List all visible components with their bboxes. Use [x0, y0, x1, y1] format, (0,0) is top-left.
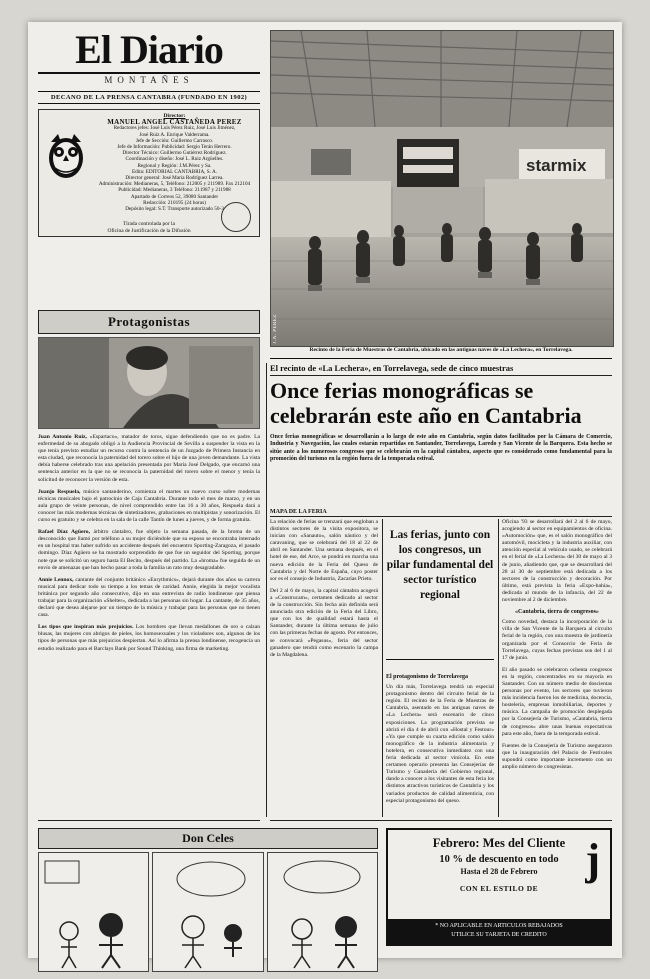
masthead-rule — [38, 72, 260, 74]
don-celes-section — [38, 828, 378, 972]
ojd-line-2: Oficina de Justificación de la Difusión — [107, 227, 191, 234]
kicker-divider — [270, 375, 612, 376]
ad-headline: Febrero: Mes del Cliente — [432, 836, 566, 850]
owl-logo-icon — [43, 128, 89, 180]
staff-line-8: Director general: José María Rodríguez Larrea. — [125, 175, 224, 182]
ad-footer-line-1: * NO APLICABLE EN ARTICULOS REBAJADOS — [435, 923, 563, 929]
lead-paragraph: Once ferias monográficas se desarrollarán a lo largo de este año en Cantabria, según datos facilitados por la Cámara de Comercio, Industria y Navegación, las cuales estarán repartidas en Santander, Torrelavega, Laredo y San Vicente de la Barquera. Esta hecho se sitúe ante a los numerosos congresos que se celebrarán en la capital cántabra, aspecto que es considerado como fundamental para la promoción del turismo en la región fuera de la temporada estival. — [270, 434, 612, 463]
staff-line-4: Director Técnico: Guillermo Gutiérrez Rodríguez. — [122, 150, 227, 157]
staff-line-6: Regional y Región: J.M.Pérez y Sa. — [137, 162, 212, 169]
article-column-2 — [386, 670, 494, 810]
article-section-label: MAPA DE LA FERIA — [270, 509, 327, 515]
comic-art-1 — [39, 853, 149, 969]
col1-p0: La relación de ferias se trenzará que engloban a distintos sectores de la visita expositora, se inician con «Sanauto», salón náutico y del caravaning, que se celebrará del 18 al 22 de abril en Santander. Una semana después, en el hotel de ese, del Arce, se pondrá en marcha una nueva edición de la Feria del Queso de Cantabria y del Norte de España, cuyo poster sor es el consejo de Industria, Zacarías Prieto. — [270, 519, 378, 582]
newspaper-subtitle: MONTAÑES — [104, 75, 194, 85]
item-lead-3: Annie Lennox, — [38, 576, 74, 583]
protagonistas-photo — [38, 337, 260, 429]
protagonistas-item — [38, 529, 260, 572]
comic-panel-2 — [152, 852, 263, 972]
ad-footer — [388, 919, 610, 944]
comic-panel-1 — [38, 852, 149, 972]
paper-sheet — [28, 22, 622, 958]
staff-line-3: Jefe de Información: Publicidad: Sergio Terán Herrero. — [117, 144, 232, 151]
svg-text:starmix: starmix — [526, 156, 587, 175]
item-lead-2: Rafael Díaz Agüero, — [38, 529, 91, 536]
staff-line-9: Administración: Medianeras, 5, Teléfono: 212005 y 211989. Fax 212104 — [98, 181, 251, 188]
item-lead-0: Juan Antonio Ruiz, — [38, 434, 87, 440]
staff-credits — [93, 113, 256, 212]
protagonistas-item — [38, 577, 260, 620]
staff-line-2: Jefe de Sección: Guillermo Carrasco. — [135, 137, 214, 144]
item-text-3: cantante del conjunto británico «Eurythmics», dejará durante dos años su carrera musical para dedicar todo su tiempo a los temas de caridad. Annie, elegida la mejor vocalista británica por segundo año consecutivo, dijo en una entrevista de radio londinense que piensa trabajar para la organización «Shelter», dedicada a las personas sin hogar. La cantante, de 35 años, declaró que desea alejarse por un tiempo de la música y trabajar para las personas que no tienen casa. — [38, 576, 260, 619]
bottom-divider-left — [38, 820, 260, 821]
staff-line-5: Coordinación y diseño: José L. Ruiz Argüelles. — [125, 156, 224, 163]
ad-brand-logo: j — [585, 835, 600, 884]
col3-p1: El año pasado se celebraron ochenta congresos en la región, concentrados en su mayoría en Santander. Con un número medio de doscientas personas por evento, los sectores que tuvieron más incidencia fueron los de medicina, docencia, hostelería, empresas inmobiliarias, deportes y música. La campaña de promoción desplegada por la Consejería de Turismo, «Cantabria, tierra de congresos» abre unas buenas expectativas para este año, fuera de la temporada estival. — [502, 666, 612, 737]
ojd-line-1: Tirada controlada por la — [123, 221, 175, 227]
col2-p0: Un día más, Torrelavega tendrá un especial protagonismo dentro del circuito ferial de la región. El recinto de la Feria de Muestras de Cantabria, asentado en las antiguas naves de «La Lechera» será escenario de cinco exposiciones. La programación prevista se abrirá el día 4 de abril con «Hostal y Festour» «Ya que cumple su cuarta edición como salón monográfico de la industria alimentaria y hotelera, en consecutiva inmediatez con una feria dedicada al sector vinícola. En este certamen operario presenta las Consejerías de Turismo y Ganadería del Gobierno regional, dando a conocer a los visitantes de esta feria los distintos atractivos turísticos de Cantabria y los variados productos de calidad alimenticia, con especial protagonismo del queso. — [386, 684, 494, 804]
comic-art-3 — [268, 853, 378, 969]
staff-line-12: Redacción: 210195 (24 horas) — [143, 199, 206, 206]
article-headline: Once ferias monográficas se celebrarán este año en Cantabria — [270, 378, 582, 428]
item-text-2: árbitro cántabro, fue objeto la semana pasada, de la broma de un desconocido que llamó por teléfono a su mujer diciéndole que su esposo se encontraba internado en un hospital tras haber sufrido un accidente después del encuentro Sporting-Zaragoza, el pasado domingo. Díaz Agüero se ha mostrado sorprendido de que fue un seguidor del Sporting, porque note que se solicitó un seguro hasta El Becito, después del partido. La «broma» fue seguida de un envío de amenazas que han hecho pasar a toda la familia un rato muy desagradable. — [38, 529, 261, 571]
director-label: Director: — [163, 113, 186, 119]
item-lead-4: Los tipos que inspiran más prejuicios. — [38, 624, 134, 631]
director-name: MANUEL ANGEL CASTAÑEDA PEREZ — [107, 118, 242, 127]
portrait-illustration — [39, 338, 259, 428]
staff-line-13: Depósito legal: S.T. Transporte autorizado 50-3 — [125, 206, 224, 213]
don-celes-heading: Don Celes — [38, 828, 378, 849]
item-lead-1: Juanjo Respuela, — [38, 488, 81, 495]
protagonistas-body — [38, 434, 260, 653]
col3-p0: Como novedad, destaca la incorporación de la villa de San Vicente de la Barquera al circuito ferial de la región, con una muestra de jardinería organizada por el Consorcio de Feria de Torrelavega, cuyas fechas previstas son del 1 al 17 de junio. — [502, 619, 612, 661]
newspaper-title: El Diario — [75, 27, 223, 72]
decano-line: DECANO DE LA PRENSA CANTABRA (FUNDADO EN 1902) — [38, 91, 260, 104]
fair-hall-photo — [271, 31, 613, 346]
col3-p-extra: Oficina '93 se desarrollará del 2 al 6 de mayo, acogiendo al sector en equipamientos de oficina. «Automoción» que, es el salón monográfico del automóvil, mocicleta y la industria auxiliar, con atención especial al vehículo usado, se celebrará en el ferial de «La Lechera» del 30 de mayo al 3 de junio, añadiendo que, que se desarrollará del 28 al 30 de septiembre está dedicada a los sectores de la construcción y decoración. Por último, está prevista la feria «Expo-bahía», dedicada al mundo de la infancia, del 22 de noviembre al 2 de diciembre. — [502, 519, 612, 604]
column-rule-1 — [382, 519, 383, 817]
article-pull-quote: Las ferias, junto con los congresos, un pilar fundamental del sector turístico regional — [386, 522, 494, 660]
masthead — [38, 27, 260, 237]
col2-subhead: El protagonismo de Torrelavega — [386, 674, 468, 680]
staff-line-7: Edita: EDITORIAL CANTABRIA, S. A. — [131, 168, 218, 175]
ojd-seal-icon — [221, 202, 251, 232]
comic-art-2 — [153, 853, 263, 969]
staff-line-11: Apartado de Correos 52, 39080 Santander — [130, 193, 219, 200]
staff-line-0: Redactores jefes: José Luis Pérez Ruiz, José Luis Jiménez, — [113, 125, 236, 132]
column-rule-2 — [498, 519, 499, 817]
item-text-0: «Espartaco», matador de toros, sigue defendiendo que no es padre. La enfermedad de su abogado obligó a la Audiencia Provincial de Sevilla a suspender la vista en la que tenía previsto estudiar un recurso contra la sentencia de un Juzgado de Primera Instancia en esta ciudad, que reconocía la paternidad del torero sobre el hijo de una joven demandante. La vista debía haberse celebrado tras una apelación presentada por María José Delgado, que encarnó una sentencia anterior en la que no se reconocía la paternidad del torero sobre el menor y tenía la solicitud de reconocer la versión de esta. — [38, 434, 260, 483]
article-divider — [270, 516, 612, 517]
item-text-4: Los hombres que llevan medallones de oro o calzan blusas, las mujeres con abrigos de pieles, los homosexuales y los violadores son, algunos de los tipos de personas que más prejuicios despiertan. Así lo afirma la prensa londinense, recogencia un estudio realizado para el Barclays Bank por Sound Thinking, una firma de marketing. — [38, 624, 260, 652]
article-kicker: El recinto de «La Lechera», en Torrelavega, sede de cinco muestras — [270, 363, 514, 373]
article-lead — [270, 434, 612, 469]
photo-credit: J.A. PEREZ — [273, 314, 278, 344]
staff-box — [38, 109, 260, 237]
protagonistas-item — [38, 489, 260, 524]
page-gutter-rule — [266, 363, 267, 817]
staff-line-10: Publicidad: Medianeras, 3 Teléfono: 211987 y 211988 — [118, 187, 231, 194]
protagonistas-heading: Protagonistas — [38, 310, 260, 334]
col3-subhead: «Cantabria, tierra de congresos» — [515, 609, 599, 616]
ad-discount: 10 % de descuento en todo — [439, 854, 559, 865]
col1-p1: Del 2 al 6 de mayo, la capital cántabra acogerá a «Construcam», certamen dedicado al sector de la construcción. Sin fecha aún definida será anunciada otra edición de la Feria del Libro, que con los de qualidad estará hasta el Santander, durante la última semana de julio con las primeras fechas de agosto. Por entonces, se convocará «Pegasus», feria del sector ganadero que tendrá como escenario la campa de la Magdalena. — [270, 587, 378, 658]
main-photo-caption: Recinto de la Feria de Muestras de Cantabria, ubicado en las antiguas naves de «La Lechera», en Torrelavega. — [309, 347, 573, 353]
don-celes-strip — [38, 852, 378, 972]
article-column-3 — [502, 519, 612, 776]
caption-divider — [270, 358, 612, 359]
item-text-1: músico santanderino, comienza el martes un nuevo curso sobre modernas técnicas musicales bajo el patrocinio de Caja Cantabria. Durante todo el mes de marzo, y en un aula grupo de veinte personas, de nivel comprendido entre las 16 a 30 años, Respuela dará a conocer las más modernas técnicas de sintetizadores, grabaciones en multipistas y sonorización. El curso es gratuito y se celebra en la sala de la calle Tantín de lunes a jueves, y de forma gratuita. — [38, 488, 261, 524]
col3-p2: Fuentes de la Consejería de Turismo aseguraron que la inauguración del Palacio de Festivales supondrá como importante incremento con un amplio número de congresistas. — [502, 742, 612, 770]
ad-slogan: CON EL ESTILO DE — [459, 884, 539, 893]
staff-line-1: José Ruiz A. Enrique Valderrama. — [139, 131, 210, 138]
protagonistas-item — [38, 434, 260, 484]
advertisement[interactable] — [386, 828, 612, 946]
article-column-1 — [270, 519, 378, 664]
bottom-divider — [270, 820, 612, 821]
protagonistas-section — [38, 310, 260, 658]
protagonistas-item — [38, 624, 260, 652]
ad-footer-line-2: UTILICE SU TARJETA DE CREDITO — [451, 932, 547, 938]
ad-deadline: Hasta el 28 de Febrero — [460, 867, 538, 876]
comic-panel-3 — [267, 852, 378, 972]
main-photo — [270, 30, 614, 347]
